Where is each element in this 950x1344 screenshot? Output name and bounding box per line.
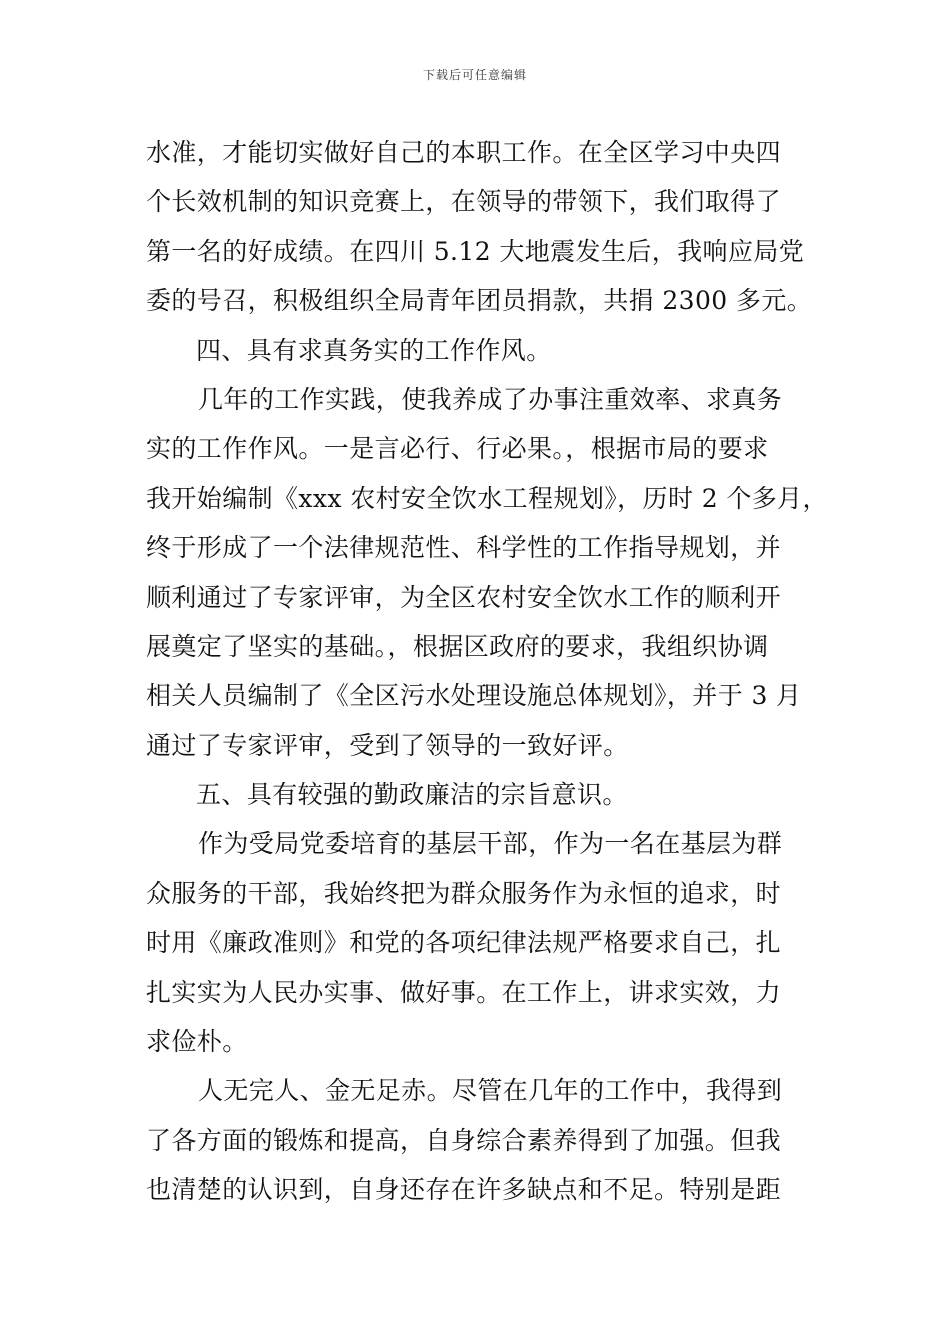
text-line: 实的工作作风。一是言必行、行必果。，根据市局的要求 [146, 434, 769, 464]
text-line: 我开始编制《xxx 农村安全饮水工程规划》，历时 2 个多月， [146, 483, 828, 513]
text-line: 个长效机制的知识竞赛上，在领导的带领下，我们取得了 [146, 187, 782, 217]
text-line: 扎实实为人民办实事、做好事。在工作上，讲求实效，力 [146, 977, 782, 1007]
text-line: 相关人员编制了《全区污水处理设施总体规划》，并于 3 月 [146, 681, 802, 711]
text-line: 时用《廉政准则》和党的各项纪律法规严格要求自己，扎 [146, 928, 782, 958]
text-line: 水准，才能切实做好自己的本职工作。在全区学习中央四 [146, 138, 782, 167]
text-line: 展奠定了坚实的基础。，根据区政府的要求，我组织协调 [146, 631, 769, 661]
paragraph-first-line: 人无完人、金无足赤。尽管在几年的工作中，我得到 [198, 1076, 783, 1106]
section-heading: 四、具有求真务实的工作作风。 [196, 335, 552, 365]
text-line: 第一名的好成绩。在四川 5.12 大地震发生后，我响应局党 [146, 236, 805, 266]
paragraph-first-line: 作为受局党委培育的基层干部，作为一名在基层为群 [198, 829, 783, 859]
text-line: 委的号召，积极组织全局青年团员捐款，共捐 2300 多元。 [146, 286, 813, 316]
text-line: 顺利通过了专家评审，为全区农村安全饮水工作的顺利开 [146, 582, 782, 612]
text-line: 终于形成了一个法律规范性、科学性的工作指导规划，并 [146, 533, 782, 563]
text-line: 通过了专家评审，受到了领导的一致好评。 [146, 730, 629, 760]
text-line: 求俭朴。 [146, 1027, 248, 1057]
text-line: 也清楚的认识到，自身还存在许多缺点和不足。特别是距 [146, 1175, 782, 1205]
section-heading: 五、具有较强的勤政廉洁的宗旨意识。 [196, 780, 628, 810]
text-line: 了各方面的锻炼和提高，自身综合素养得到了加强。但我 [146, 1125, 782, 1155]
header-note: 下载后可任意编辑 [422, 68, 527, 82]
document-body [146, 128, 826, 1215]
paragraph-first-line: 几年的工作实践，使我养成了办事注重效率、求真务 [198, 384, 783, 414]
text-line: 众服务的干部，我始终把为群众服务作为永恒的追求，时 [146, 878, 782, 908]
